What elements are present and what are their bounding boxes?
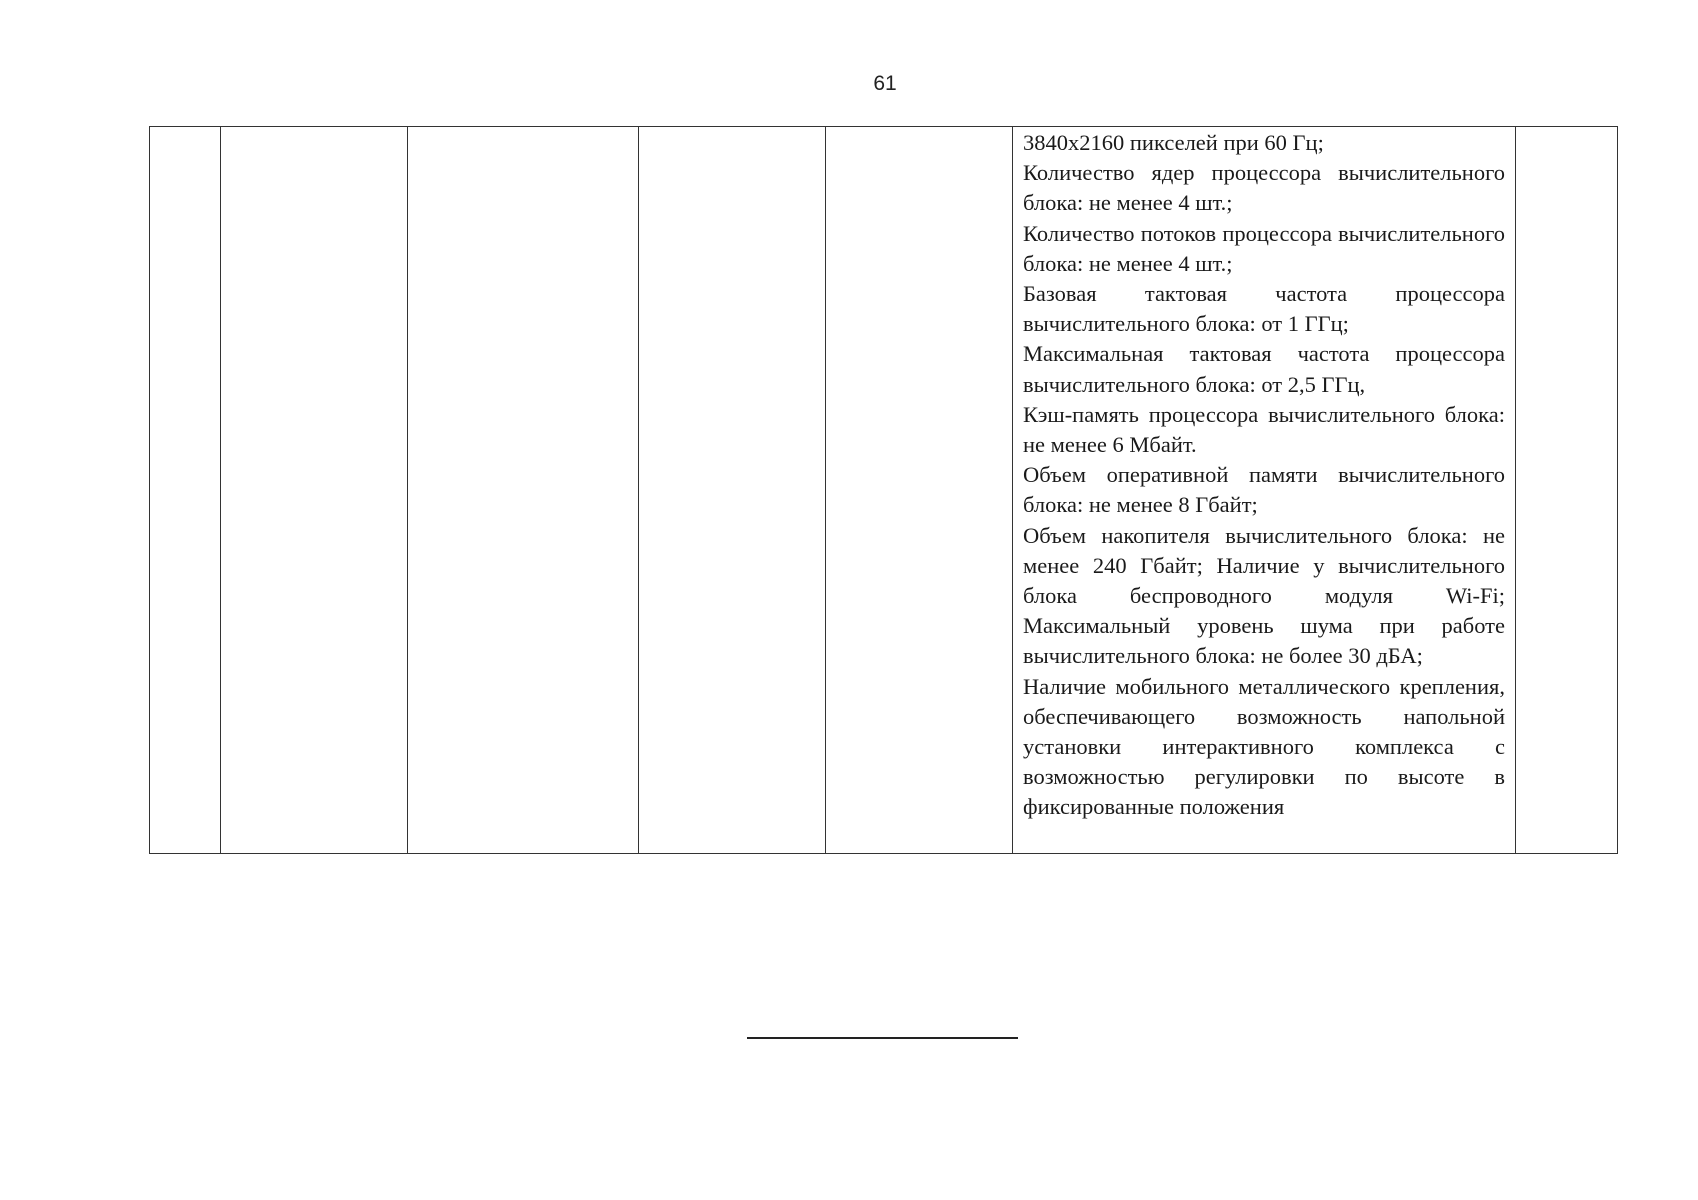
spec-item: 3840x2160 пикселей при 60 Гц; <box>1023 130 1324 155</box>
spec-item: Количество потоков процессора вычислительного блока: не менее 4 шт.; <box>1023 220 1505 276</box>
table-cell-empty <box>408 127 639 854</box>
table-cell-empty <box>221 127 408 854</box>
spec-item: Максимальная тактовая частота процессора вычислительного блока: от 2,5 ГГц, <box>1023 341 1505 397</box>
table-cell-empty <box>639 127 826 854</box>
table-cell-empty <box>826 127 1013 854</box>
table-cell-specification <box>1013 127 1516 854</box>
specification-table <box>149 126 1618 854</box>
spec-item: Базовая тактовая частота процессора вычислительного блока: от 1 ГГц; <box>1023 281 1505 337</box>
spec-item: Кэш-память процессора вычислительного блока: не менее 6 Мбайт. <box>1023 401 1505 458</box>
page-number: 61 <box>873 72 897 95</box>
spec-item: Объем оперативной памяти вычислительного блока: не менее 8 Гбайт; <box>1023 462 1505 518</box>
spec-item: Количество ядер процессора вычислительного блока: не менее 4 шт.; <box>1023 160 1505 216</box>
spec-item: Наличие мобильного металлического крепления, обеспечивающего возможность напольной установки интерактивного комплекса с возможностью регулировки по высоте в фиксированные положения <box>1023 673 1505 820</box>
table-row <box>150 127 1618 854</box>
footer-divider <box>747 1037 1018 1039</box>
spec-item: Объем накопителя вычислительного блока: не менее 240 Гбайт; Наличие у вычислительного блока беспроводного модуля Wi-Fi; Максимальный уровень шума при работе вычислительного блока: не более 30 дБА; <box>1023 522 1505 669</box>
table-cell-empty <box>1516 127 1618 854</box>
table-cell-number <box>150 127 221 854</box>
